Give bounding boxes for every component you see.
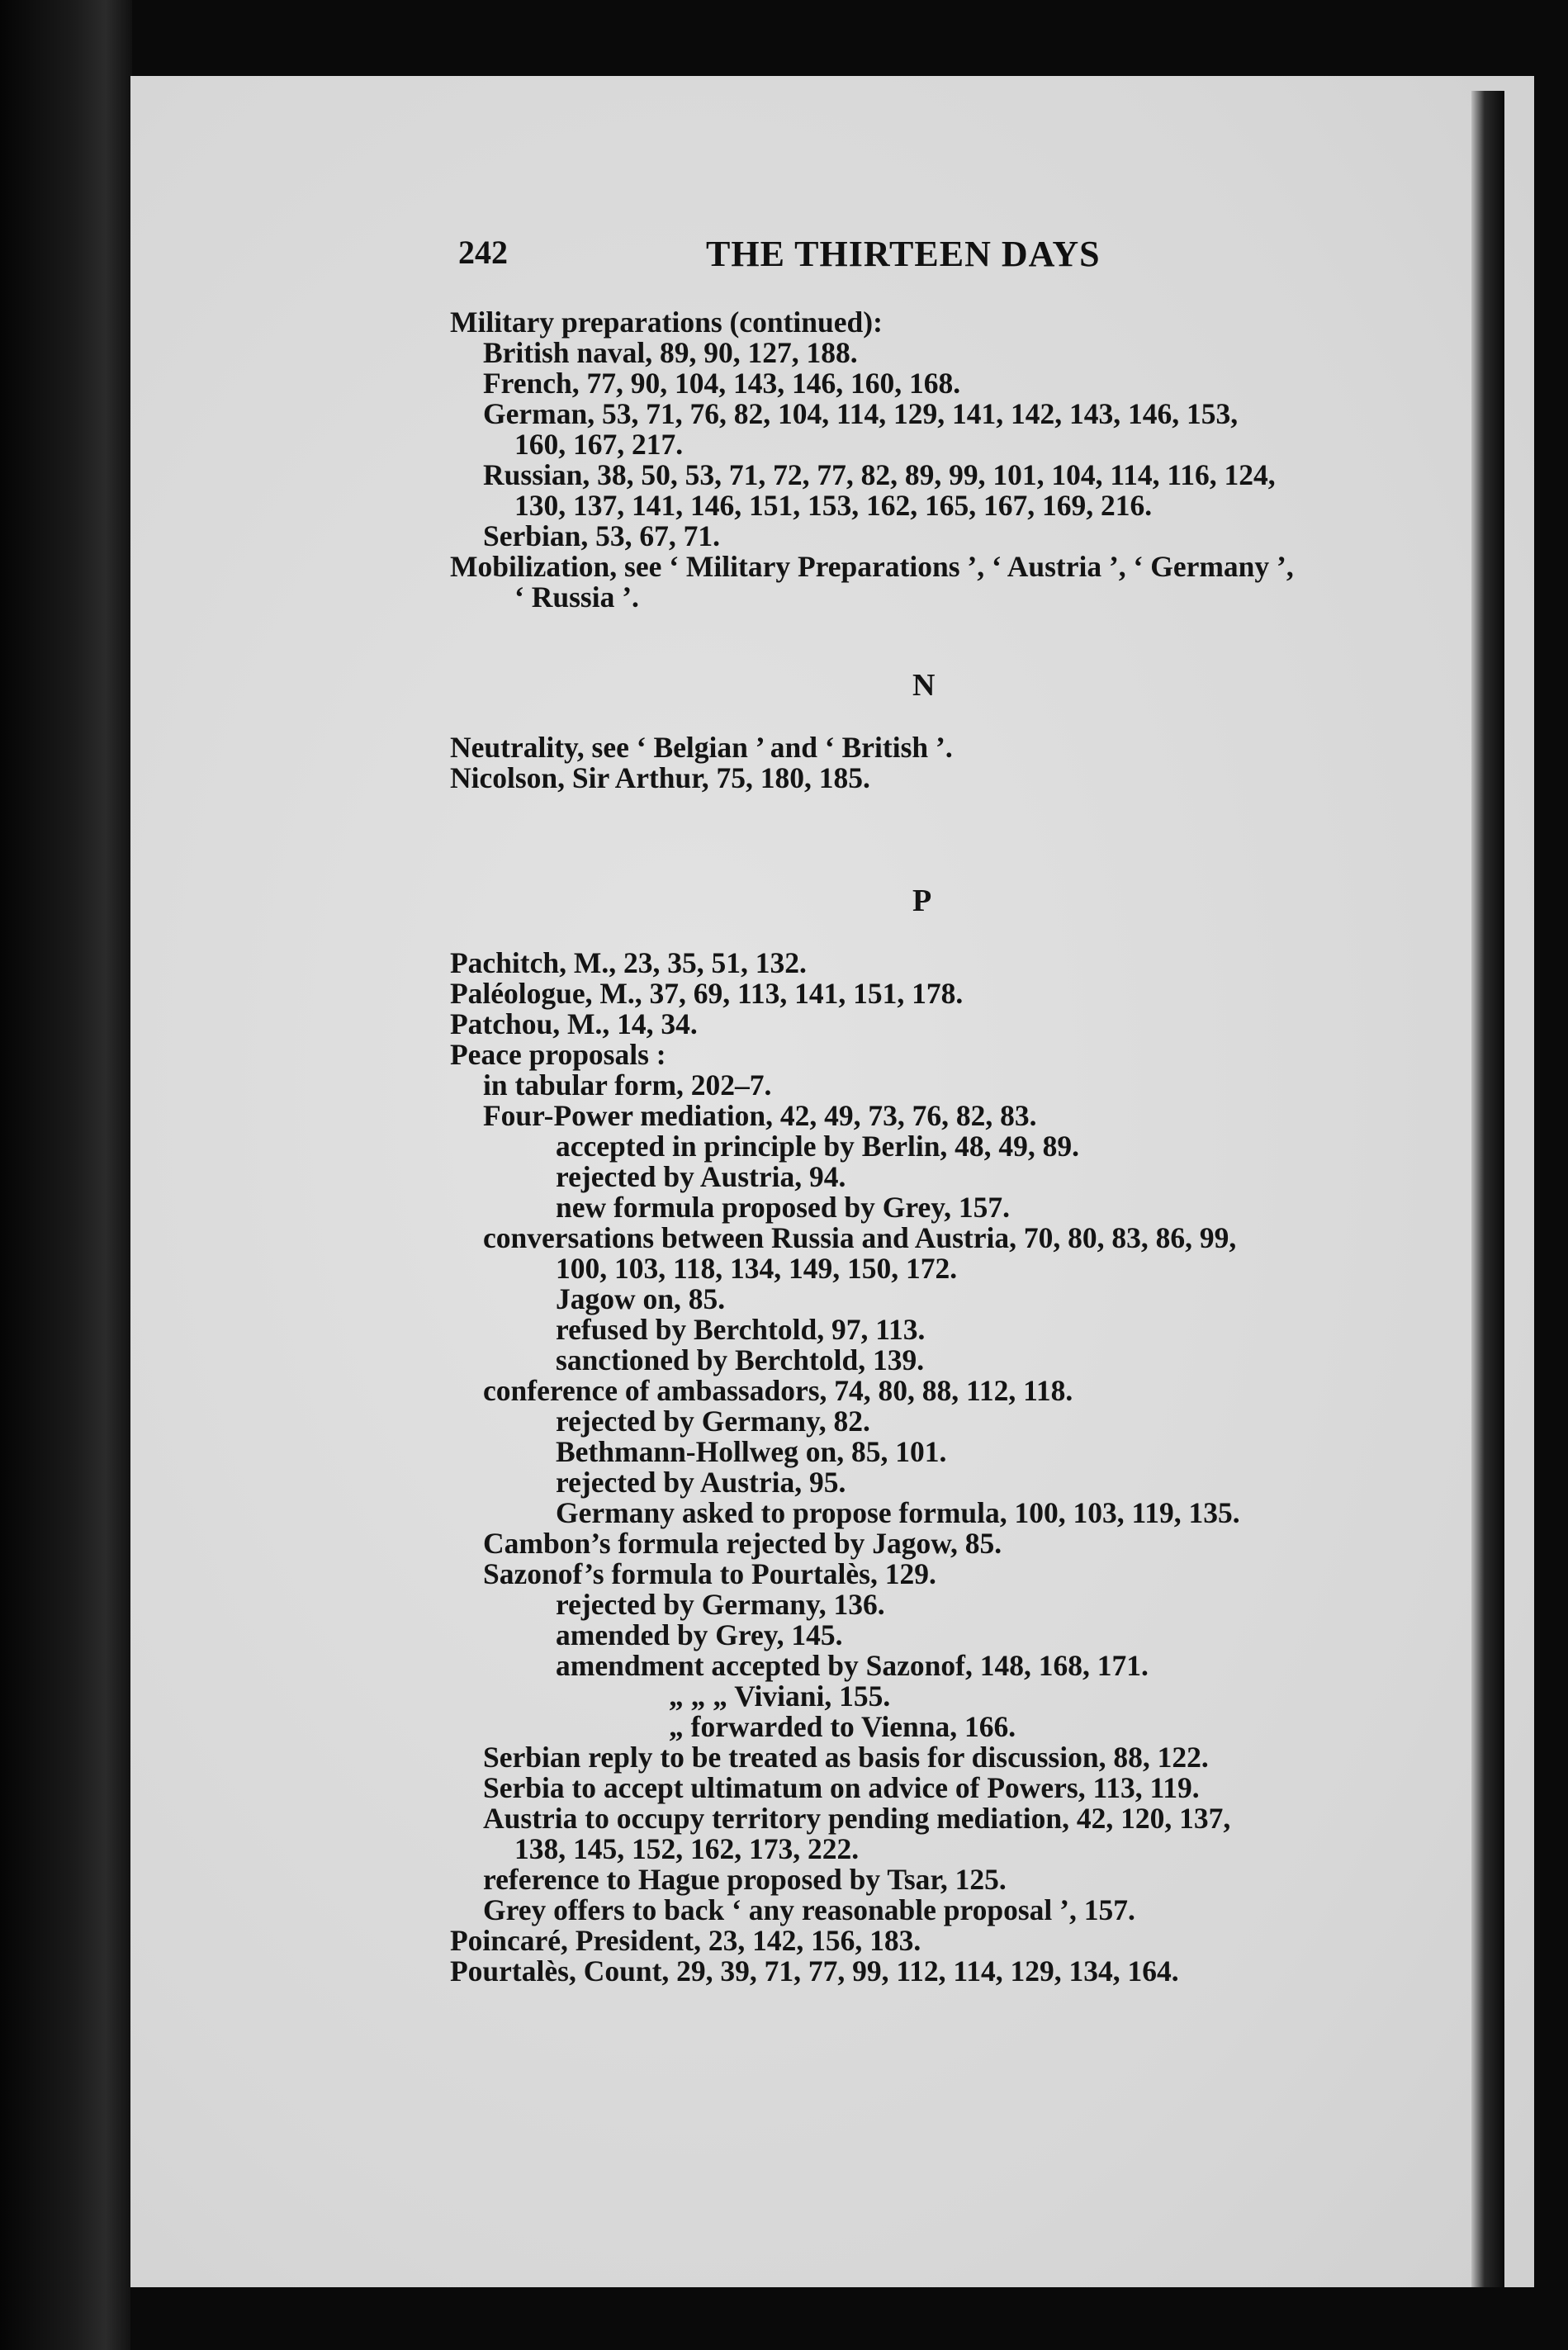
index-entry: Poincaré, President, 23, 142, 156, 183.: [450, 1924, 921, 1957]
index-entry: Grey offers to back ‘ any reasonable proposal ’, 157.: [483, 1893, 1135, 1926]
index-entry: amendment accepted by Sazonof, 148, 168, 171.: [556, 1649, 1149, 1682]
index-entry: 160, 167, 217.: [514, 428, 684, 461]
index-entry: Patchou, M., 14, 34.: [450, 1007, 698, 1040]
index-letter-heading: P: [912, 884, 932, 918]
book-spine-shadow: [0, 0, 132, 2350]
page-edge-shadow: [1471, 91, 1504, 2320]
index-entry: rejected by Germany, 82.: [556, 1405, 870, 1438]
index-entry: sanctioned by Berchtold, 139.: [556, 1343, 925, 1376]
index-entry: German, 53, 71, 76, 82, 104, 114, 129, 141, 142, 143, 146, 153,: [483, 397, 1239, 430]
index-entry: rejected by Austria, 94.: [556, 1160, 846, 1193]
index-entry: Jagow on, 85.: [556, 1282, 726, 1315]
index-entry: Pachitch, M., 23, 35, 51, 132.: [450, 946, 807, 979]
index-entry: Cambon’s formula rejected by Jagow, 85.: [483, 1527, 1002, 1560]
index-entry: ‘ Russia ’.: [514, 580, 639, 614]
index-entry: Mobilization, see ‘ Military Preparations ’, ‘ Austria ’, ‘ Germany ’,: [450, 550, 1294, 583]
index-entry: reference to Hague proposed by Tsar, 125.: [483, 1863, 1007, 1896]
page-number: 242: [458, 234, 508, 271]
index-entry: 100, 103, 118, 134, 149, 150, 172.: [556, 1252, 958, 1285]
index-entry: Paléologue, M., 37, 69, 113, 141, 151, 178.: [450, 977, 964, 1010]
index-entry: accepted in principle by Berlin, 48, 49, 89.: [556, 1130, 1080, 1163]
index-entry: new formula proposed by Grey, 157.: [556, 1191, 1010, 1224]
index-entry: Sazonof’s formula to Pourtalès, 129.: [483, 1557, 936, 1590]
index-entry: Bethmann-Hollweg on, 85, 101.: [556, 1435, 947, 1468]
index-entry: Germany asked to propose formula, 100, 103, 119, 135.: [556, 1496, 1240, 1529]
index-entry: Austria to occupy territory pending mediation, 42, 120, 137,: [483, 1802, 1231, 1835]
index-entry: Russian, 38, 50, 53, 71, 72, 77, 82, 89, 99, 101, 104, 114, 116, 124,: [483, 458, 1276, 491]
index-entry: rejected by Germany, 136.: [556, 1588, 885, 1621]
running-title: THE THIRTEEN DAYS: [706, 234, 1101, 274]
index-entry: Four-Power mediation, 42, 49, 73, 76, 82, 83.: [483, 1099, 1037, 1132]
index-entry: 130, 137, 141, 146, 151, 153, 162, 165, 167, 169, 216.: [514, 489, 1153, 522]
index-section-n: [450, 732, 1424, 794]
index-entry: refused by Berchtold, 97, 113.: [556, 1313, 926, 1346]
index-entry: 138, 145, 152, 162, 173, 222.: [514, 1832, 860, 1865]
index-entry: rejected by Austria, 95.: [556, 1466, 846, 1499]
index-section-p: [450, 948, 1424, 1987]
index-entry: Neutrality, see ‘ Belgian ’ and ‘ British ’.: [450, 731, 953, 764]
index-entry: conference of ambassadors, 74, 80, 88, 112, 118.: [483, 1374, 1073, 1407]
index-entry: Serbian reply to be treated as basis for discussion, 88, 122.: [483, 1741, 1209, 1774]
index-entry: Serbia to accept ultimatum on advice of Powers, 113, 119.: [483, 1771, 1200, 1804]
index-entry: „ forwarded to Vienna, 166.: [669, 1710, 1016, 1743]
index-entry: „ „ „ Viviani, 155.: [669, 1680, 891, 1713]
index-entry: conversations between Russia and Austria, 70, 80, 83, 86, 99,: [483, 1221, 1237, 1254]
index-entry: Serbian, 53, 67, 71.: [483, 519, 720, 552]
index-entry: Military preparations (continued):: [450, 306, 883, 339]
index-entry: amended by Grey, 145.: [556, 1618, 843, 1651]
index-entry: British naval, 89, 90, 127, 188.: [483, 336, 858, 369]
index-entry: French, 77, 90, 104, 143, 146, 160, 168.: [483, 367, 961, 400]
index-entry: Peace proposals :: [450, 1038, 666, 1071]
page-header: [458, 233, 1201, 282]
index-entry: Nicolson, Sir Arthur, 75, 180, 185.: [450, 761, 870, 794]
index-entry: in tabular form, 202–7.: [483, 1068, 772, 1102]
page-bottom-shadow: [130, 2287, 1534, 2350]
index-entry: Pourtalès, Count, 29, 39, 71, 77, 99, 112, 114, 129, 134, 164.: [450, 1954, 1179, 1988]
index-section-m: [450, 307, 1424, 613]
index-text: [450, 307, 1424, 1987]
index-letter-heading: N: [912, 668, 936, 703]
